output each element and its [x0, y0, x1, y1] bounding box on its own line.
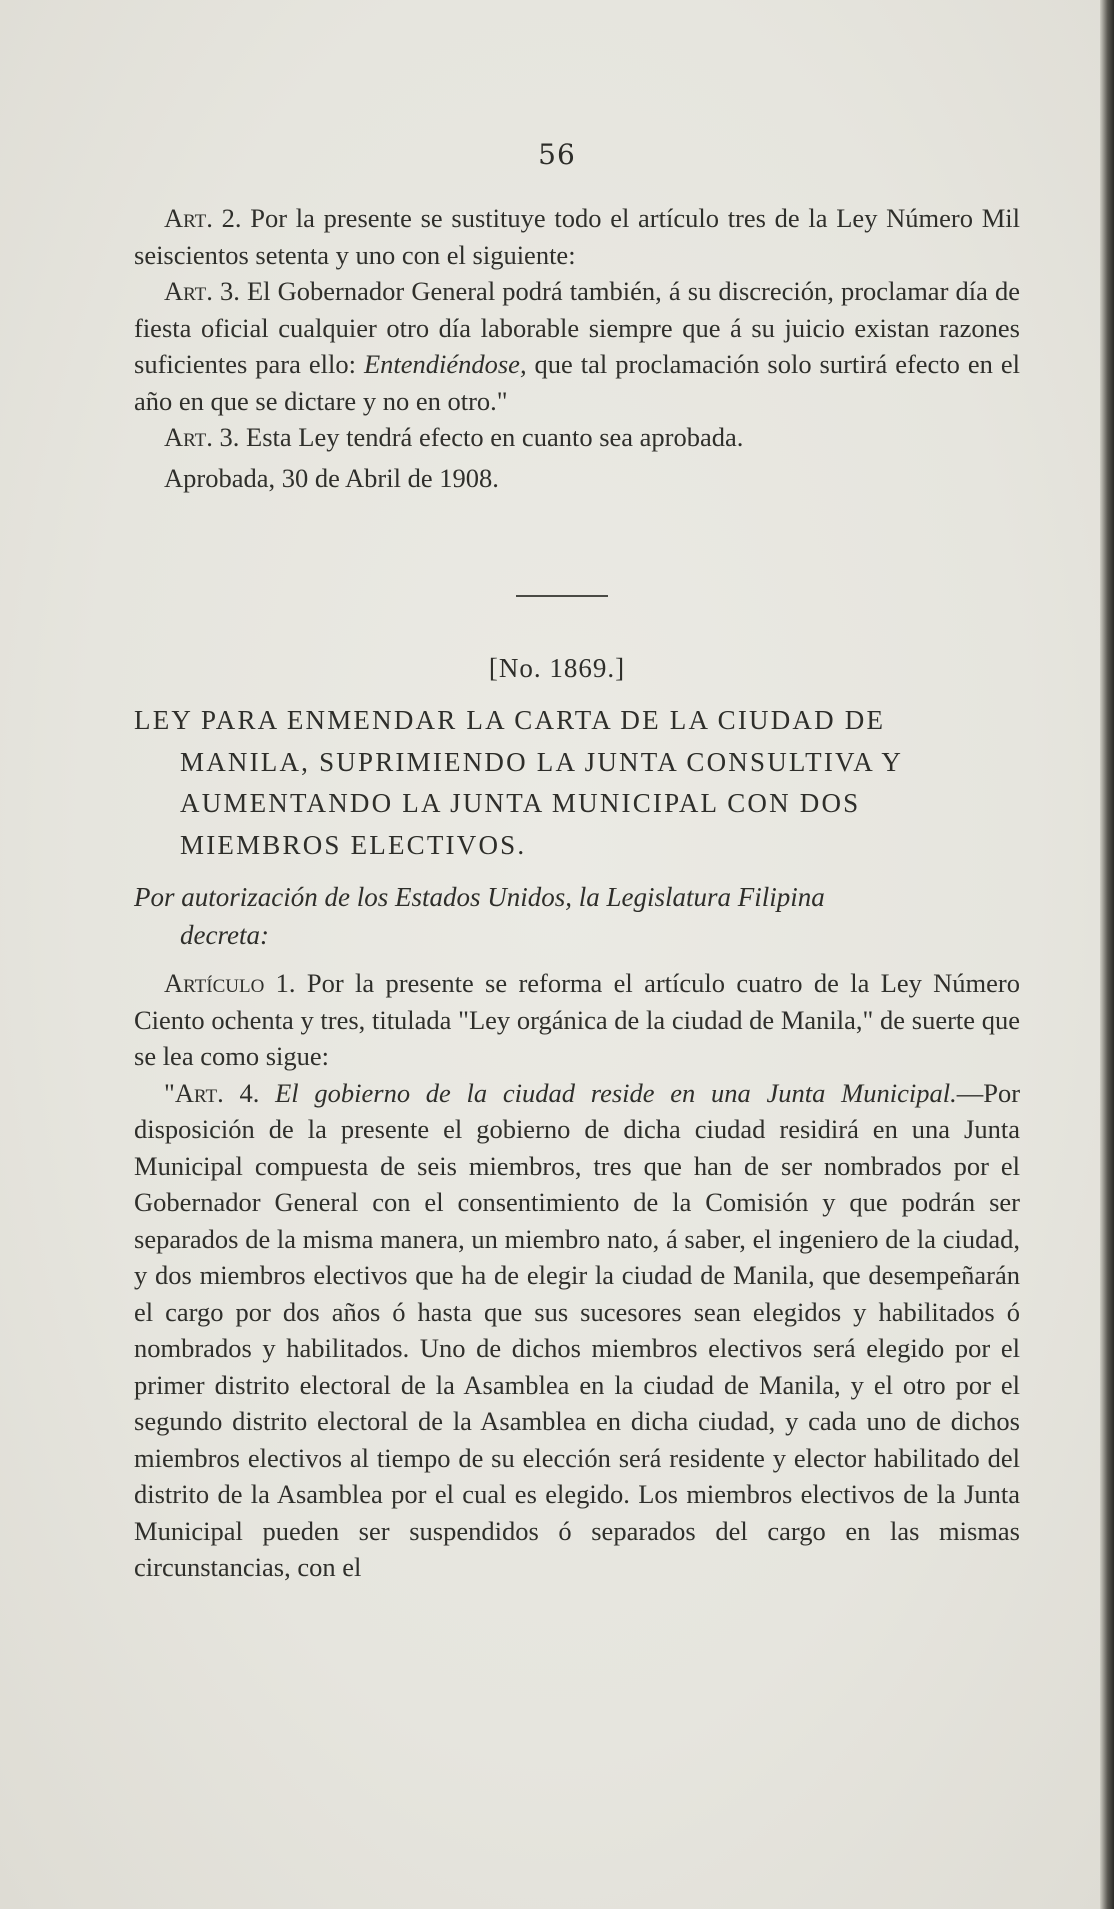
article-heading-italic: El gobierno de la ciudad reside en una Junta Municipal.	[275, 1077, 957, 1108]
paragraph-art2	[134, 200, 1020, 273]
paragraph-art3-quoted	[134, 273, 1020, 419]
enacting-clause	[134, 878, 1020, 954]
article-label: Art. 3.	[164, 276, 240, 306]
paragraph-art4-quoted	[134, 1075, 1020, 1586]
law-title	[134, 700, 1020, 866]
text-block-body	[134, 965, 1020, 1586]
enacting-clause-line: decreta:	[180, 920, 269, 950]
page-number: 56	[538, 138, 576, 171]
paragraph-article1	[134, 965, 1020, 1075]
article-label: Art. 3.	[164, 422, 240, 452]
article-text: Por la presente se reforma el artículo cuatro de la Ley Número Ciento ochenta y tres, titulada "Ley orgánica de la ciudad de Manila," de suerte que se lea como sigue:	[134, 968, 1021, 1071]
law-title-line: MANILA, SUPRIMIENDO LA JUNTA CONSULTIVA Y	[180, 746, 904, 777]
paragraph-art3	[134, 419, 1020, 456]
article-text: que tal proclamación solo surtirá efecto en el año en que se dictare y no en otro."	[134, 349, 1021, 416]
article-text-italic: Entendiéndose,	[363, 349, 527, 379]
law-title-line: LEY PARA ENMENDAR LA CARTA DE LA CIUDAD DE	[134, 705, 886, 735]
article-label: Artículo 1.	[164, 968, 296, 998]
law-title-line: MIEMBROS ELECTIVOS.	[180, 829, 527, 860]
enacting-clause-line: Por autorización de los Estados Unidos, la Legislatura Filipina	[134, 882, 825, 912]
article-text: El Gobernador General podrá también, á su discreción, proclamar día de fiesta oficial cualquier otro día laborable siempre que á su juicio existan razones suficientes para ello:	[134, 276, 1020, 379]
article-label: Art. 2.	[164, 203, 242, 233]
article-text: Esta Ley tendrá efecto en cuanto sea aprobada.	[246, 422, 744, 452]
article-label: "Art. 4.	[164, 1077, 260, 1108]
text-block-top	[134, 200, 1020, 496]
article-text: —Por disposición de la presente el gobierno de dicha ciudad residirá en una Junta Municipal compuesta de seis miembros, tres que han de ser nombrados por el Gobernador General con el consentimiento de la Comisión y que podrán ser separados de la misma manera, un miembro nato, á saber, el ingeniero de la ciudad, y dos miembros electivos que ha de elegir la ciudad de Manila, que desempeñarán el cargo por dos años ó hasta que sus sucesores sean elegidos y habilitados ó nombrados y habilitados. Uno de dichos miembros electivos será elegido por el primer distrito electoral de la Asamblea en la ciudad de Manila, y el otro por el segundo distrito electoral de la Asamblea en dicha ciudad, y cada uno de dichos miembros electivos al tiempo de su elección será residente y elector habilitado del distrito de la Asamblea por el cual es elegido. Los miembros electivos de la Junta Municipal pueden ser suspendidos ó separados del cargo en las mismas circunstancias, con el	[134, 1077, 1021, 1582]
law-title-line: AUMENTANDO LA JUNTA MUNICIPAL CON DOS	[180, 788, 861, 818]
approval-date: Aprobada, 30 de Abril de 1908.	[164, 462, 499, 493]
law-number: [No. 1869.]	[488, 653, 626, 683]
page-edge-shadow	[1100, 0, 1114, 1909]
section-divider	[516, 595, 608, 597]
article-text: Por la presente se sustituye todo el artículo tres de la Ley Número Mil seiscientos setenta y uno con el siguiente:	[134, 203, 1021, 270]
